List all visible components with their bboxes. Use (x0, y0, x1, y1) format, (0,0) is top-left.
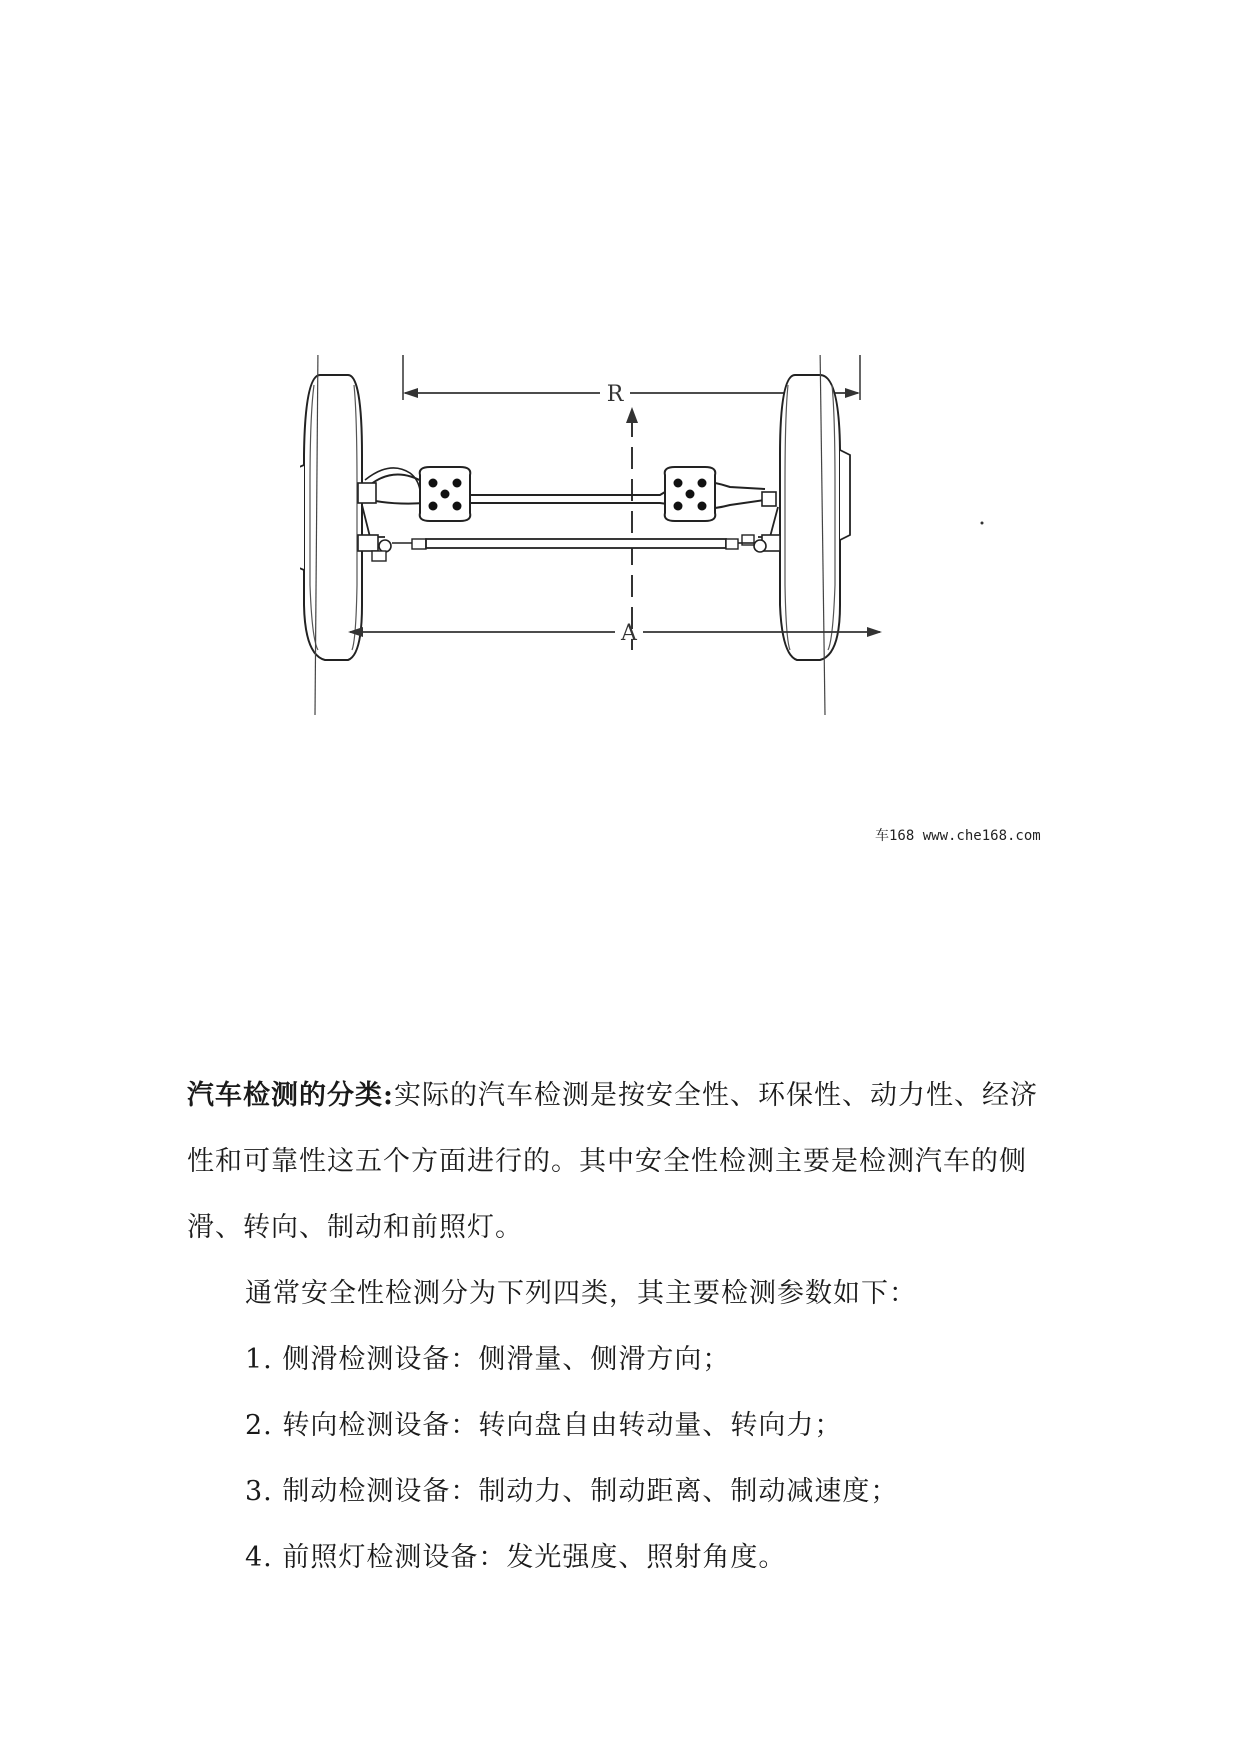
tie-rod (392, 539, 754, 549)
arrow-right-icon (867, 627, 882, 637)
dimension-label-a: A (621, 621, 637, 646)
list-item: 1. 侧滑检测设备：侧滑量、侧滑方向； (245, 1344, 731, 1375)
stray-dot (981, 522, 984, 525)
right-wheel (780, 355, 850, 715)
axle-diagram-svg (300, 355, 1000, 775)
subintro-paragraph: 通常安全性检测分为下列四类，其主要检测参数如下： (245, 1278, 917, 1309)
arrow-right-icon (845, 388, 860, 398)
section-heading: 汽车检测的分类: (187, 1080, 394, 1111)
right-knuckle (742, 507, 780, 552)
list-item: 4. 前照灯检测设备：发光强度、照射角度。 (245, 1542, 787, 1573)
left-wheel (300, 355, 362, 715)
axle-diagram (300, 355, 1000, 775)
list-item: 2. 转向检测设备：转向盘自由转动量、转向力； (245, 1410, 843, 1441)
body-text (187, 1063, 1057, 1591)
intro-paragraph (187, 1063, 1057, 1261)
dimension-label-r: R (606, 382, 624, 407)
left-spring-pad (420, 467, 471, 521)
list-item: 3. 制动检测设备：制动力、制动距离、制动减速度； (245, 1476, 899, 1507)
intro-text: 实际的汽车检测是按安全性、环保性、动力性、经济性和可靠性这五个方面进行的。其中安全性检测主要是检测汽车的侧滑、转向、制动和前照灯。 (187, 1080, 1038, 1243)
right-spring-pad (665, 467, 716, 521)
forward-arrow-icon (626, 407, 638, 423)
image-watermark: 车168 www.che168.com (875, 828, 1041, 844)
arrow-left-icon (403, 388, 418, 398)
